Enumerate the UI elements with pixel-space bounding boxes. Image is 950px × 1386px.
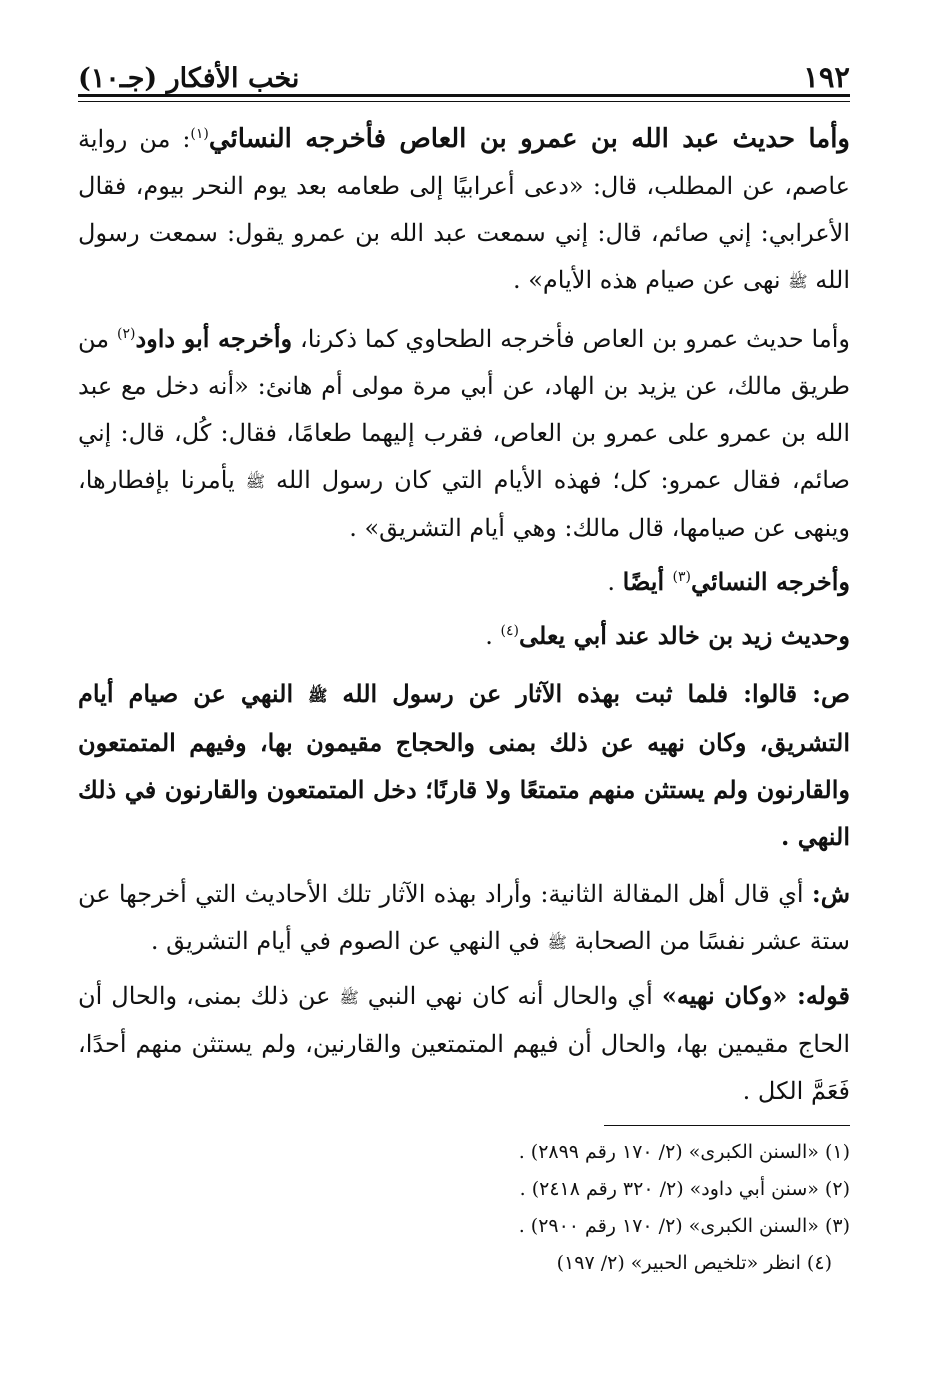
page-number: ١٩٢ — [803, 60, 850, 94]
paragraph-5-text-2: النهي عن صيام أيام التشريق، وكان نهيه عن ذلك بمنى والحجاج مقيمون بها، وفيهم المتمتعون والقارنون ولم يستثن منهم متمتعًا ولا قارنًا؛ دخل المتمتعون والقارنون في ذلك النهي . — [78, 679, 850, 851]
paragraph-3-end: . — [607, 568, 623, 596]
footnote-ref-2: (٢) — [117, 326, 136, 342]
footnote-ref-1: (١) — [190, 126, 209, 142]
paragraph-3-bold-2: أيضًا — [622, 567, 673, 596]
footnote-ref-3: (٣) — [672, 569, 691, 585]
paragraph-1 — [78, 116, 850, 305]
paragraph-6-label: ش: — [811, 879, 850, 908]
paragraph-4-end: . — [485, 622, 501, 650]
paragraph-5 — [78, 670, 850, 860]
paragraph-1-lead: وأما حديث عبد الله بن عمرو بن العاص فأخرجه النسائي — [208, 124, 850, 154]
paragraph-7 — [78, 972, 850, 1115]
paragraph-3 — [78, 558, 850, 606]
footnote-4: (٤) انظر «تلخيص الحبير» (٢/ ١٩٧) — [556, 1252, 832, 1274]
paragraph-2-text-1: وأما حديث عمرو بن العاص فأخرجه الطحاوي كما ذكرنا، — [292, 325, 850, 353]
paragraph-3-bold-1: وأخرجه النسائي — [690, 567, 850, 596]
paragraph-1-tail: نهى عن صيام هذه الأيام» . — [512, 266, 781, 294]
running-header — [78, 44, 850, 94]
paragraph-4-bold: وحديث زيد بن خالد عند أبي يعلى — [519, 621, 850, 650]
footnote-separator — [604, 1125, 850, 1126]
book-title: نخب الأفكار (جـ١٠) — [78, 63, 300, 94]
paragraph-6 — [78, 870, 850, 966]
paragraph-5-label: ص: — [812, 679, 850, 708]
paragraph-6-text-2: في النهي عن الصوم في أيام التشريق . — [150, 927, 548, 955]
honorific-glyph: ﷺ — [788, 272, 808, 291]
honorific-glyph: ﷺ — [339, 988, 359, 1007]
paragraph-4 — [78, 612, 850, 660]
book-page — [78, 44, 850, 1282]
paragraph-2 — [78, 315, 850, 552]
paragraph-2-text-2: من طريق مالك، عن يزيد بن الهاد، عن أبي مرة مولى أم هانئ: «أنه دخل مع عبد الله بن عمرو على عمرو بن العاص، فقرب إليهما طعامًا، فقال: كُل، قال: إني صائم، فقال عمرو: كل؛ فهذه الأيام التي كان رسول الله — [78, 325, 850, 494]
paragraph-5-text-1: قالوا: فلما ثبت بهذه الآثار عن رسول الله — [342, 679, 813, 708]
paragraph-1-text: : من رواية عاصم، عن المطلب، قال: «دعى أعرابيًا إلى طعامه بعد يوم النحر بيوم، فقال الأعرابي: إني صائم، قال: إني سمعت عبد الله بن عمرو يقول: سمعت رسول الله — [78, 125, 850, 294]
footnote-2: (٢) «سنن أبي داود» (٢/ ٣٢٠ رقم ٢٤١٨) . — [519, 1178, 850, 1200]
footnote-3: (٣) «السنن الكبرى» (٢/ ١٧٠ رقم ٢٩٠٠) . — [518, 1215, 850, 1237]
footnote-1: (١) «السنن الكبرى» (٢/ ١٧٠ رقم ٢٨٩٩) . — [518, 1141, 850, 1163]
honorific-glyph: ﷺ — [245, 472, 266, 491]
paragraph-7-text-2: عن ذلك بمنى، والحال أن الحاج مقيمين بها، والحال أن فيهم المتمتعين والقارنين، ولم يستثن منهم أحدًا، فَعَمَّ الكل . — [78, 982, 850, 1105]
footnotes — [78, 1134, 850, 1282]
header-rule-thick — [78, 94, 850, 97]
main-text — [78, 116, 850, 1115]
honorific-glyph: ﷺ — [547, 933, 567, 952]
header-rule-thin — [78, 101, 850, 102]
paragraph-7-label: قوله: «وكان نهيه» — [661, 981, 850, 1010]
footnote-ref-4: (٤) — [500, 623, 519, 639]
paragraph-2-text-3: يأمرنا بإفطارها، وينهى عن صيامها، قال مالك: وهي أيام التشريق» . — [78, 466, 850, 542]
paragraph-6-text-1: أي قال أهل المقالة الثانية: وأراد بهذه الآثار تلك الأحاديث التي أخرجها عن ستة عشر نفسًا من الصحابة — [78, 880, 850, 955]
paragraph-2-bold: وأخرجه أبو داود — [135, 324, 293, 353]
honorific-glyph: ﷺ — [308, 686, 328, 705]
paragraph-7-text-1: أي والحال أنه كان نهي النبي — [367, 982, 662, 1010]
